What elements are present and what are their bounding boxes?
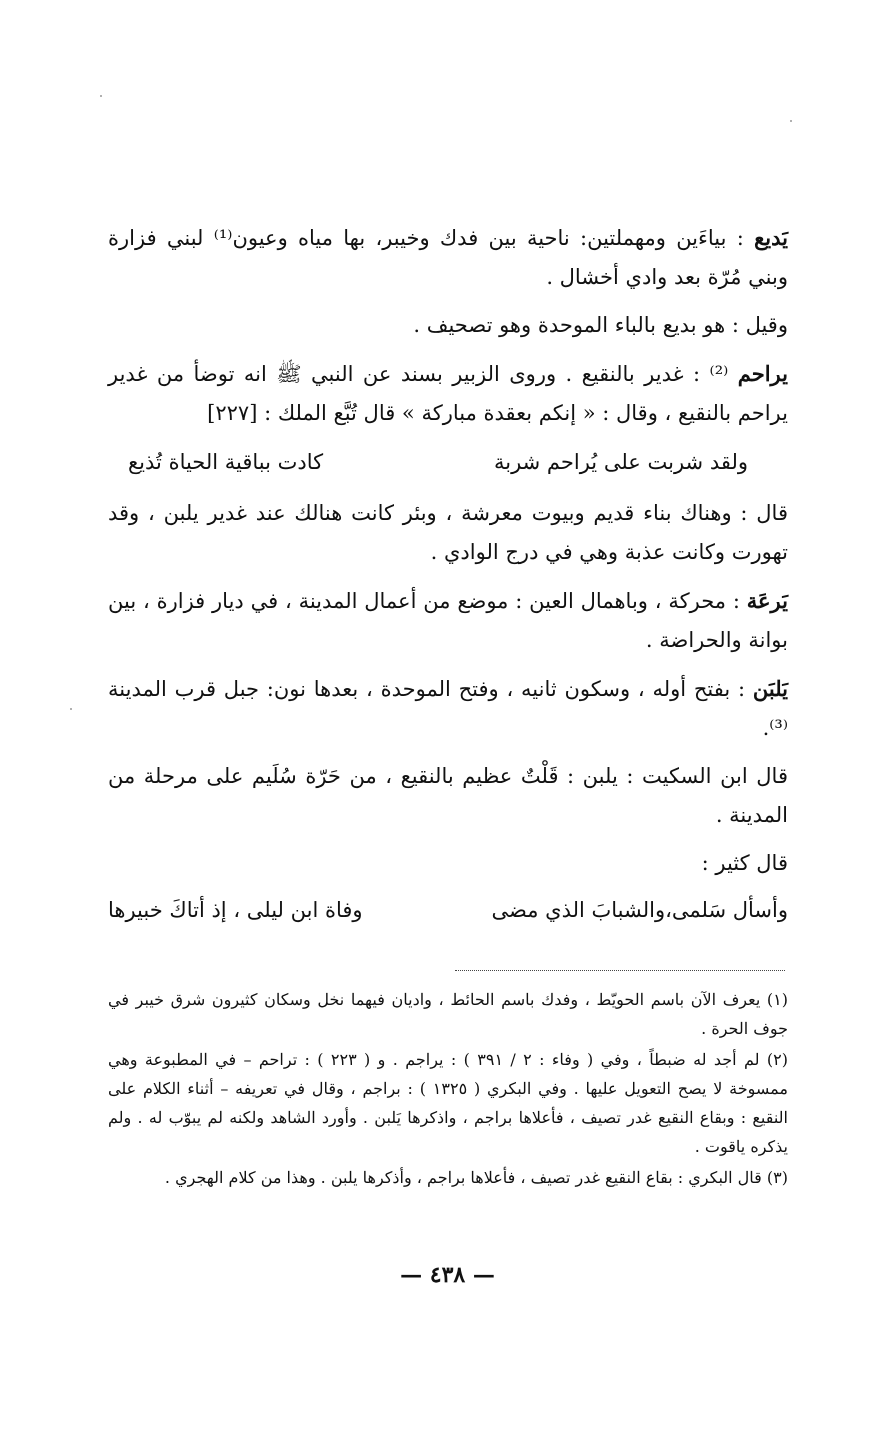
paragraph-text: وقيل : هو بديع بالباء الموحدة وهو تصحيف . (413, 313, 788, 337)
verse-line (108, 891, 788, 930)
paragraph-text: قال : وهناك بناء قديم وبيوت معرشة ، وبئر كانت هنالك عند غدير يلبن ، وقد تهورت وكانت عذبة وهي في درج الوادي . (108, 501, 788, 564)
entry-yadi (108, 218, 788, 297)
entry-text: : محركة ، وباهمال العين : موضع من أعمال المدينة ، في ديار فزارة ، بين بوانة والحراضة . (108, 589, 788, 652)
paragraph-text: قال ابن السكيت : يلبن : قَلْتٌ عظيم بالنقيع ، من حَرّة سُلَيم على مرحلة من المدينة . (108, 764, 788, 827)
verse-line (108, 443, 788, 482)
paragraph (108, 494, 788, 572)
verse-hemistich-left: وفاة ابن ليلى ، إذ أتاكَ خبيرها (108, 898, 363, 922)
verse-hemistich-right: ولقد شربت على يُراحم شربة (493, 450, 748, 474)
entry-yurahim (108, 354, 788, 433)
paragraph (108, 757, 788, 835)
verse-hemistich-right: وأسأل سَلمى،والشبابَ الذي مضى (491, 898, 788, 922)
entry-text: : بفتح أوله ، وسكون ثانيه ، وفتح الموحدة ، بعدها نون: جبل قرب المدينة ⁽³⁾. (108, 677, 788, 740)
verse-hemistich-left: كادت بباقية الحياة تُذيع (128, 450, 324, 474)
footnotes (108, 985, 788, 1194)
entry-yalban (108, 669, 788, 748)
paragraph (108, 306, 788, 345)
entry-headword: يَلبَن (752, 676, 788, 701)
paragraph (108, 844, 788, 883)
scan-speck (790, 120, 792, 122)
footnote-separator (455, 970, 785, 971)
page-number: — ٤٣٨ — (400, 1262, 495, 1288)
entry-text: : بياءَين ومهملتين: ناحية بين فدك وخيبر، بها مياه وعيون⁽¹⁾ لبني فزارة وبني مُرّة بعد وادي أخشال . (108, 226, 788, 289)
entry-text: ⁽²⁾ : غدير بالنقيع . وروى الزبير بسند عن النبي ﷺ انه توضأ من غدير يراحم بالنقيع ، وقال : « إنكم بعقدة مباركة » قال تُبَّع الملك : (108, 362, 788, 425)
scan-speck (70, 708, 72, 710)
scan-speck (100, 95, 102, 97)
footnote-2: (٢) لم أجد له ضبطاً ، وفي ( وفاء : ٢ / ٣٩١ ) : يراجم . و ( ٢٢٣ ) : تراحم – في المطبوعة وهي ممسوخة لا يصح التعويل عليها . وفي البكري ( ١٣٢٥ ) : براجم ، وقال في تعريفه – أثناء الكلام على النقيع : وبقاع النقيع غدر تصيف ، فأعلاها براجم ، واذكرها يَلبن . وأورد الشاهد ولكنه لم يبوّب له . ولم يذكره ياقوت . (108, 1050, 789, 1156)
paragraph-text: قال كثير : (701, 851, 788, 875)
entry-headword: يراحم (737, 361, 788, 386)
footnote-1: (١) يعرف الآن باسم الحويّط ، وفدك باسم الحائط ، واديان فيهما نخل وسكان كثيرون شرق خيبر في جوف الحرة . (108, 990, 788, 1038)
entry-headword: يَرعَة (746, 588, 788, 613)
entry-headword: يَديع (754, 225, 789, 250)
main-text (108, 218, 788, 942)
margin-page-reference: [٢٢٧] (207, 401, 258, 425)
entry-yara (108, 581, 788, 660)
footnote-3: (٣) قال البكري : بقاع النقيع غدر تصيف ، فأعلاها براجم ، وأذكرها يلبن . وهذا من كلام الهجري . (164, 1168, 788, 1187)
